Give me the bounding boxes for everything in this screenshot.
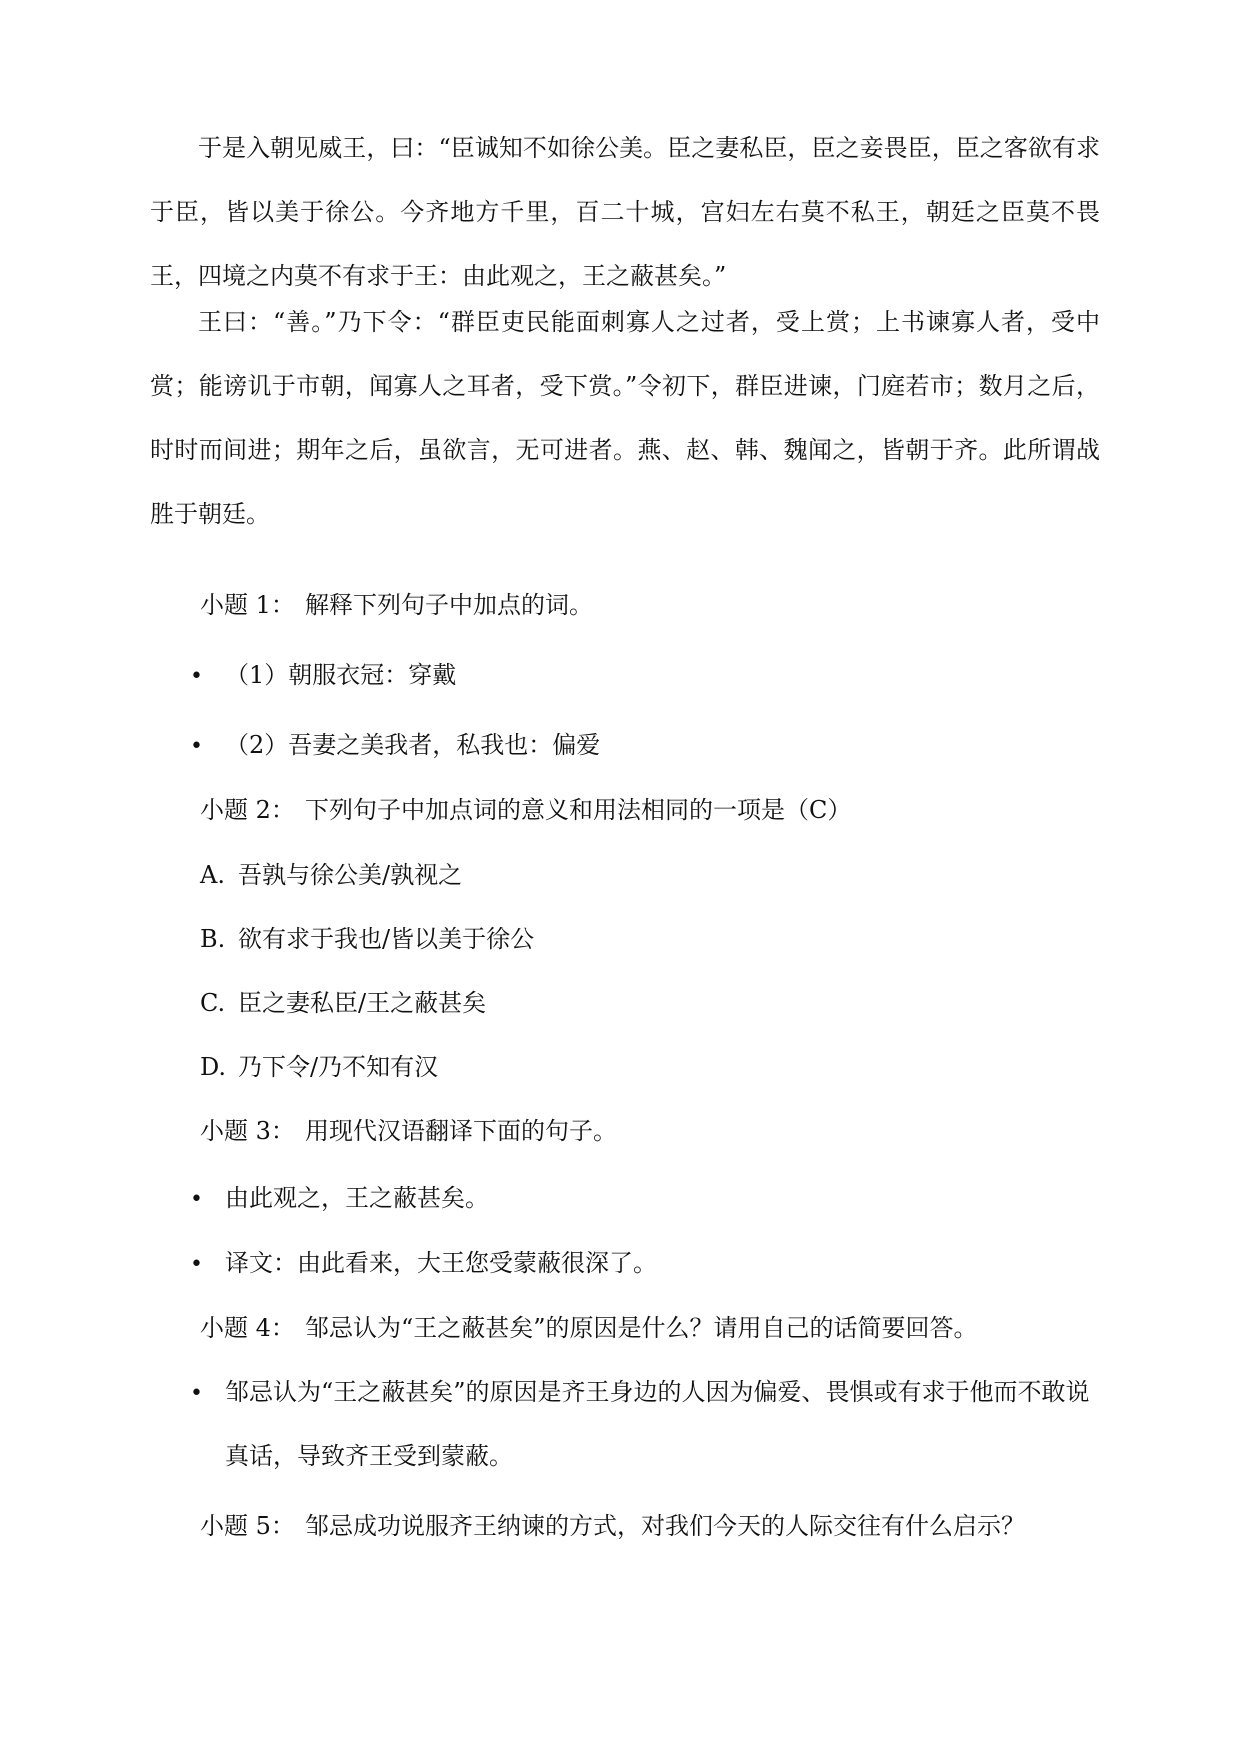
- question-number: 小题 3：: [200, 1117, 295, 1145]
- option-letter: C.: [200, 989, 226, 1017]
- question-text: 用现代汉语翻译下面的句子。: [305, 1117, 617, 1145]
- option-text: 欲有求于我也/皆以美于徐公: [238, 925, 535, 953]
- option-letter: A.: [200, 861, 225, 889]
- question-number: 小题 1：: [200, 591, 295, 619]
- question-number: 小题 4：: [200, 1314, 295, 1342]
- question-text: 解释下列句子中加点的词。: [305, 591, 593, 619]
- option-text: 吾孰与徐公美/孰视之: [238, 861, 463, 889]
- option-text: 乃下令/乃不知有汉: [238, 1053, 439, 1081]
- question-number: 小题 5：: [200, 1512, 295, 1540]
- list-item: [190, 658, 456, 694]
- answer-text: 邹忌认为“王之蔽甚矣”的原因是齐王身边的人因为偏爱、畏惧或有求于他而不敢说真话，导致齐王受到蒙蔽。: [225, 1378, 1090, 1470]
- passage-paragraph-1: 于是入朝见威王，曰：“臣诚知不如徐公美。臣之妻私臣，臣之妾畏臣，臣之客欲有求于臣，皆以美于徐公。今齐地方千里，百二十城，宫妇左右莫不私王，朝廷之臣莫不畏王，四境之内莫不有求于王：由此观之，王之蔽甚矣。”: [150, 134, 1100, 290]
- bullet-icon: •: [190, 1252, 203, 1277]
- bullet-icon: •: [190, 734, 203, 759]
- option-b: [200, 922, 534, 956]
- bullet-icon: •: [190, 664, 203, 689]
- question-1: [200, 588, 593, 622]
- question-text: 邹忌认为“王之蔽甚矣”的原因是什么？请用自己的话简要回答。: [305, 1314, 978, 1342]
- list-item-text: 由此观之，王之蔽甚矣。: [225, 1184, 489, 1212]
- list-item-text: （1）朝服衣冠：穿戴: [225, 661, 457, 689]
- question-text: 邹忌成功说服齐王纳谏的方式，对我们今天的人际交往有什么启示？: [305, 1512, 1025, 1540]
- list-item-text: 译文：由此看来，大王您受蒙蔽很深了。: [225, 1249, 657, 1277]
- question-number: 小题 2：: [200, 796, 295, 824]
- option-a: [200, 858, 462, 892]
- option-text: 臣之妻私臣/王之蔽甚矣: [238, 989, 487, 1017]
- list-item: [190, 1375, 225, 1411]
- list-item: [190, 1246, 657, 1282]
- question-text: 下列句子中加点词的意义和用法相同的一项是（C）: [305, 796, 852, 824]
- bullet-icon: •: [190, 1187, 203, 1212]
- option-letter: B.: [200, 925, 226, 953]
- question-3: [200, 1114, 617, 1148]
- question-5: [200, 1509, 1025, 1543]
- list-item-text: （2）吾妻之美我者，私我也：偏爱: [225, 731, 601, 759]
- passage-paragraph-2: 王曰：“善。”乃下令：“群臣吏民能面刺寡人之过者，受上赏；上书谏寡人者，受中赏；能谤讥于市朝，闻寡人之耳者，受下赏。”令初下，群臣进谏，门庭若市；数月之后，时时而间进；期年之后，虽欲言，无可进者。燕、赵、韩、魏闻之，皆朝于齐。此所谓战胜于朝廷。: [150, 308, 1100, 528]
- option-letter: D.: [200, 1053, 227, 1081]
- question-4: [200, 1311, 978, 1345]
- list-item: [190, 728, 600, 764]
- list-item: [190, 1181, 489, 1217]
- bullet-icon: •: [190, 1381, 203, 1406]
- option-c: [200, 986, 486, 1020]
- question-2: [200, 793, 851, 827]
- option-d: [200, 1050, 438, 1084]
